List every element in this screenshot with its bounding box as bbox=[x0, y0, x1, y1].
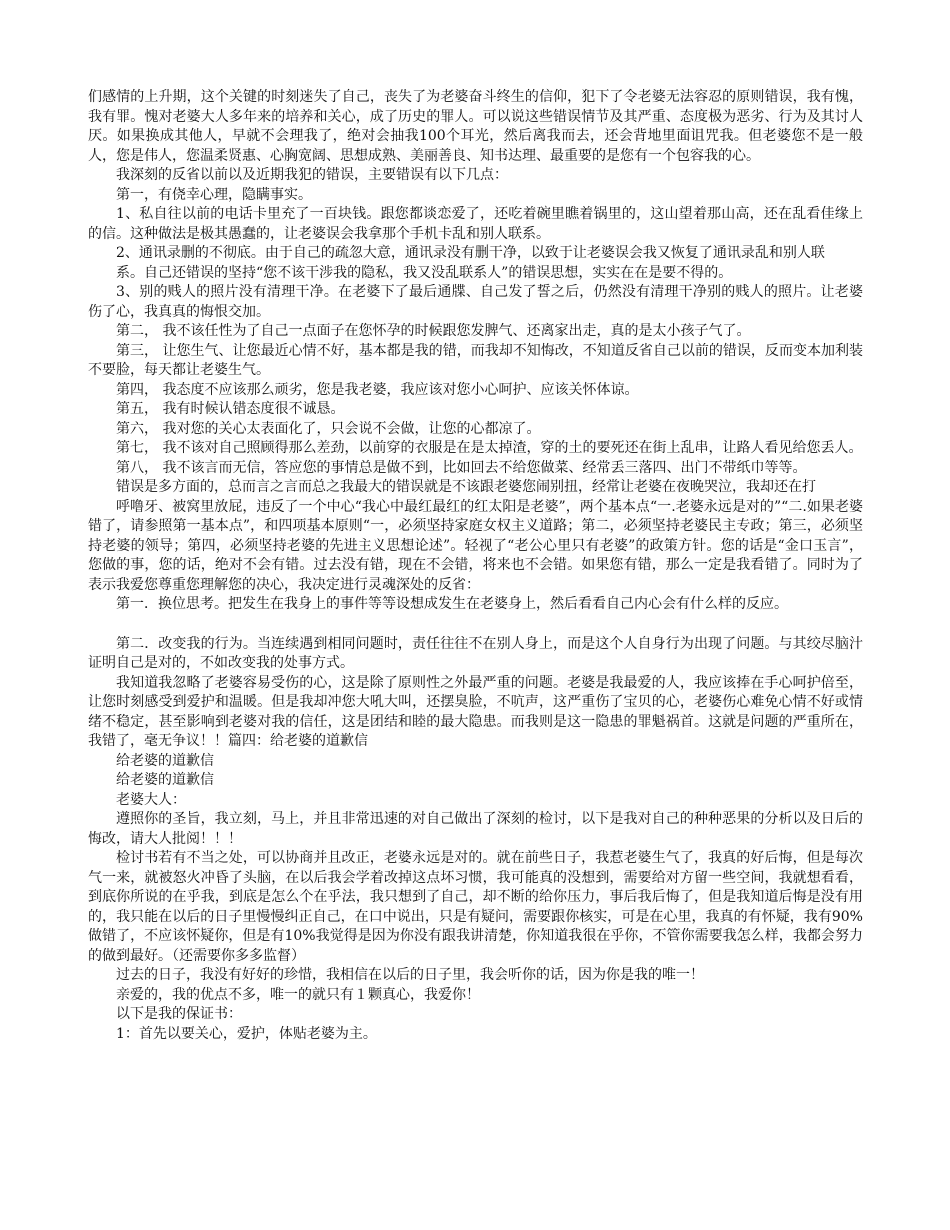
paragraph: 第二．改变我的行为。当连续遇到相同问题时，责任往往不在别人身上，而是这个人自身行为出现了问题。与其绞尽脑汁证明自己是对的，不如改变我的处事方式。 bbox=[88, 635, 863, 671]
paragraph: 老婆大人： bbox=[116, 791, 186, 808]
paragraph: 给老婆的道歉信 bbox=[116, 752, 214, 769]
paragraph: 呼噜牙、被窝里放屁，违反了一个中心“我心中最红最红的红太阳是老婆”，两个基本点“一.老婆永远是对的”“二.如果老婆错了，请参照第一基本点”，和四项基本原则“一，必须坚持家庭女权主义道路；第二，必须坚持老婆民主专政；第三，必须坚持老婆的领导；第四，必须坚持老婆的先进主义思想论述”。轻视了“老公心里只有老婆”的政策方针。您的话是“金口玉言”，您做的事，您的话，绝对不会有错。过去没有错，现在不会错，将来也不会错。如果您有错，那么一定是我看错了。同时为了表示我爱您尊重您理解您的决心，我决定进行灵魂深处的反省： bbox=[88, 498, 863, 593]
paragraph: 第六， 我对您的关心太表面化了，只会说不会做，让您的心都凉了。 bbox=[116, 420, 541, 437]
paragraph: 第一．换位思考。把发生在我身上的事件等等设想成发生在老婆身上，然后看看自己内心会有什么样的反应。 bbox=[116, 596, 788, 612]
document-body bbox=[88, 88, 863, 1044]
paragraph: 第八， 我不该言而无信，答应您的事情总是做不到，比如回去不给您做菜、经常丢三落四、出门不带纸巾等等。 bbox=[116, 459, 807, 476]
paragraph: 们感情的上升期，这个关键的时刻迷失了自己，丧失了为老婆奋斗终生的信仰，犯下了令老婆无法容忍的原则错误，我有愧，我有罪。愧对老婆大人多年来的培养和关心，成了历史的罪人。可以说这些错误情节及其严重、态度极为恶劣、行为及其讨人厌。如果换成其他人，早就不会理我了，绝对会抽我100个耳光，然后离我而去，还会背地里面诅咒我。但老婆您不是一般人，您是伟人，您温柔贤惠、心胸宽阔、思想成熟、美丽善良、知书达理、最重要的是您有一个包容我的心。 bbox=[88, 89, 863, 164]
paragraph: 亲爱的，我的优点不多，唯一的就只有１颗真心，我爱你！ bbox=[116, 986, 480, 1003]
paragraph: 第一，有侥幸心理，隐瞒事实。 bbox=[116, 186, 312, 203]
paragraph: 错误是多方面的，总而言之言而总之我最大的错误就是不该跟老婆您闹别扭，经常让老婆在夜晚哭泣，我却还在打 bbox=[116, 479, 816, 495]
paragraph: 第四， 我态度不应该那么顽劣，您是我老婆，我应该对您小心呵护、应该关怀体谅。 bbox=[116, 381, 639, 398]
paragraph: 以下是我的保证书： bbox=[116, 1006, 242, 1022]
paragraph: 我知道我忽略了老婆容易受伤的心，这是除了原则性之外最严重的问题。老婆是我最爱的人，我应该捧在手心呵护倍至，让您时刻感受到爱护和温暖。但是我却冲您大吼大叫，还摆臭脸，不吭声，这严重伤了宝贝的心，老婆伤心难免心情不好或情绪不稳定，甚至影响到老婆对我的信任，这是团结和睦的最大隐患。而我则是这一隐患的罪魁祸首。这就是问题的严重所在，我错了，毫无争议！！篇四：给老婆的道歉信 bbox=[88, 674, 863, 749]
paragraph: 遵照你的圣旨，我立刻，马上，并且非常迅速的对自己做出了深刻的检讨，以下是我对自己的种种恶果的分析以及日后的悔改，请大人批阅！！！ bbox=[88, 811, 863, 847]
paragraph: 系。自己还错误的坚持“您不该干涉我的隐私，我又没乱联系人”的错误思想，实实在在是要不得的。 bbox=[116, 264, 733, 281]
paragraph: 第三， 让您生气、让您最近心情不好，基本都是我的错，而我却不知悔改，不知道反省自己以前的错误，反而变本加利装不要脸，每天都让老婆生气。 bbox=[88, 342, 863, 378]
paragraph: 我深刻的反省以前以及近期我犯的错误，主要错误有以下几点： bbox=[116, 167, 508, 183]
paragraph: 2、通讯录删的不彻底。由于自己的疏忽大意，通讯录没有删干净，以致于让老婆误会我又恢复了通讯录乱和别人联 bbox=[116, 245, 825, 261]
paragraph: 1、私自往以前的电话卡里充了一百块钱。跟您都谈恋爱了，还吃着碗里瞧着锅里的，这山望着那山高，还在乱看佳缘上的信。这种做法是极其愚蠢的，让老婆误会我拿那个手机卡乱和别人联系。 bbox=[88, 206, 863, 242]
paragraph: 第二， 我不该任性为了自己一点面子在您怀孕的时候跟您发脾气、还离家出走，真的是太小孩子气了。 bbox=[116, 323, 751, 339]
paragraph: 过去的日子，我没有好好的珍惜，我相信在以后的日子里，我会听你的话，因为你是我的唯一！ bbox=[116, 967, 704, 983]
paragraph: 第五， 我有时候认错态度很不诚恳。 bbox=[116, 401, 345, 417]
paragraph: 3、别的贱人的照片没有清理干净。在老婆下了最后通牒、自己发了誓之后，仍然没有清理干净别的贱人的照片。让老婆伤了心，我真真的悔恨交加。 bbox=[88, 284, 863, 320]
paragraph: 第七， 我不该对自己照顾得那么差劲，以前穿的衣服是在是太掉渣，穿的土的要死还在街上乱串，让路人看见给您丢人。 bbox=[116, 440, 863, 456]
paragraph: 给老婆的道歉信 bbox=[116, 772, 214, 788]
paragraph: 检讨书若有不当之处，可以协商并且改正，老婆永远是对的。就在前些日子，我惹老婆生气了，我真的好后悔，但是每次气一来，就被怒火冲昏了头脑，在以后我会学着改掉这点坏习惯，我可能真的没想到，需要给对方留一些空间，我就想看看，到底你所说的在乎我，到底是怎么个在乎法，我只想到了自己，却不断的给你压力，事后我后悔了，但是我知道后悔是没有用的，我只能在以后的日子里慢慢纠正自己，在口中说出，只是有疑问，需要跟你核实，可是在心里，我真的有怀疑，我有90%做错了，不应该怀疑你，但是有10%我觉得是因为你没有跟我讲清楚，你知道我很在乎你，不管你需要我怎么样，我都会努力的做到最好。（还需要你多多监督） bbox=[88, 850, 863, 964]
paragraph: 1：首先以要关心，爱护，体贴老婆为主。 bbox=[116, 1025, 377, 1042]
